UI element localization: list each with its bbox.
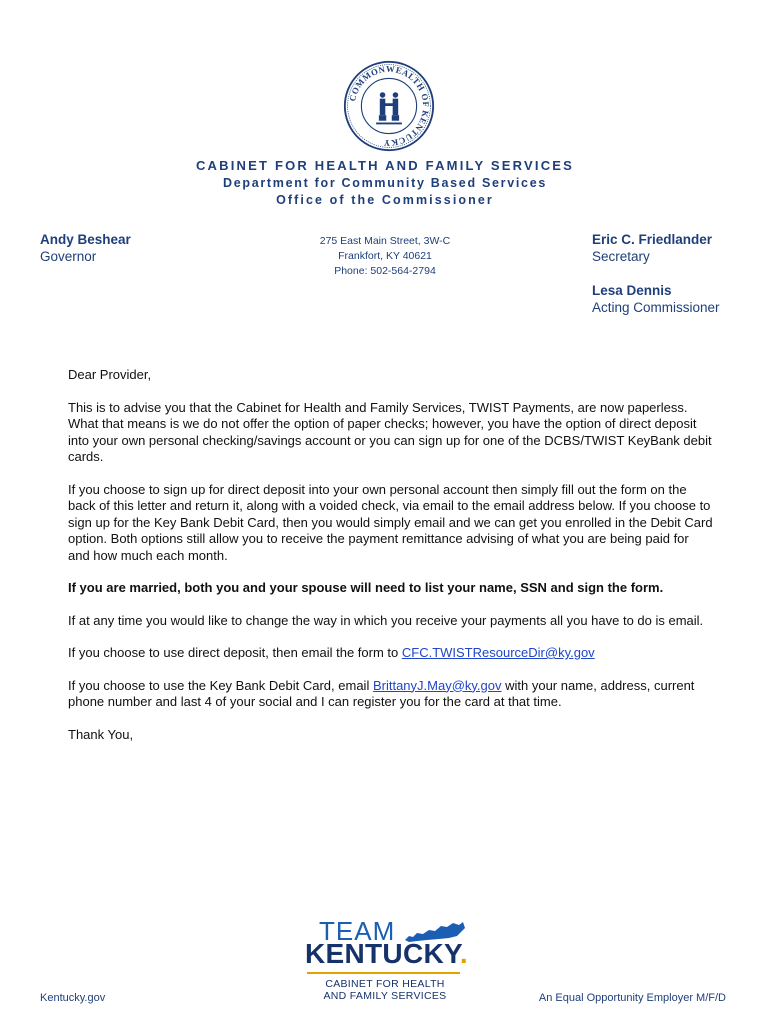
footer-kentucky-gov[interactable]: Kentucky.gov	[40, 992, 106, 1004]
seal-text: COMMONWEALTH OF KENTUCKY	[347, 63, 432, 149]
department-title: Department for Community Based Services	[222, 176, 547, 190]
direct-deposit-text: If you choose to use direct deposit, then email the form to	[68, 645, 402, 660]
paragraph-change-payment: If at any time you would like to change the way in which you receive your payments all you have to do is email.	[68, 612, 704, 628]
paragraph-direct-deposit-email	[68, 645, 713, 662]
logo-team-word: TEAM	[319, 916, 396, 946]
address-city: Frankfort, KY 40621	[338, 250, 432, 262]
salutation: Dear Provider,	[68, 367, 152, 382]
governor-title: Governor	[40, 249, 97, 264]
logo-kentucky-word	[305, 938, 468, 970]
logo-dot: .	[459, 938, 468, 969]
cabinet-title: CABINET FOR HEALTH AND FAMILY SERVICES	[195, 158, 575, 173]
letter-body	[68, 367, 713, 759]
commissioner-name: Lesa Dennis	[592, 283, 672, 298]
commonwealth-seal-icon	[343, 60, 435, 152]
paragraph-debit-card-email	[68, 678, 713, 711]
address-street: 275 East Main Street, 3W-C	[319, 235, 451, 247]
closing: Thank You,	[68, 726, 134, 742]
governor-name: Andy Beshear	[40, 232, 131, 247]
logo-subtitle-line1: CABINET FOR HEALTH	[325, 978, 445, 990]
paragraph-paperless: This is to advise you that the Cabinet for Health and Family Services, TWIST Payments, are now paperless. What that means is we do not offer the option of paper checks; however, you have the option of direct deposit into your own personal checking/savings account or you can sign up for one of the DCBS/TWIST KeyBank debit cards.	[68, 399, 712, 464]
logo-kentucky-text: KENTUCKY	[305, 938, 460, 969]
twist-resource-email-link[interactable]: CFC.TWISTResourceDir@ky.gov	[401, 645, 595, 660]
logo-subtitle	[305, 978, 465, 1002]
paragraph-married-notice: If you are married, both you and your spouse will need to list your name, SSN and sign the form.	[68, 580, 664, 595]
commissioner-title: Acting Commissioner	[592, 300, 720, 315]
team-kentucky-logo	[305, 916, 470, 1006]
debit-card-text-suffix: with your name, address, current phone number and last 4 of your social and I can register you for the card at that time.	[68, 677, 695, 709]
secretary-title: Secretary	[592, 249, 650, 264]
logo-gold-bar	[307, 972, 460, 974]
address-phone: Phone: 502-564-2794	[334, 265, 436, 277]
debit-card-text: If you choose to use the Key Bank Debit Card, email	[68, 677, 373, 693]
footer-equal-opportunity: An Equal Opportunity Employer M/F/D	[538, 992, 726, 1004]
paragraph-direct-deposit: If you choose to sign up for direct deposit into your own personal account then simply fill out the form on the back of this letter and return it, along with a voided check, via email to the email address below. If you choose to sign up for the Key Bank Debit Card, then you would simply email and we can get you enrolled in the Debit Card option. Both options still allow you to receive the payment remittance advising of what you are being paid for and how much each month.	[68, 481, 713, 563]
logo-subtitle-line2: AND FAMILY SERVICES	[323, 990, 447, 1002]
brittany-may-email-link[interactable]: BrittanyJ.May@ky.gov	[372, 677, 502, 693]
office-title: Office of the Commissioner	[276, 193, 494, 207]
secretary-name: Eric C. Friedlander	[592, 232, 713, 247]
